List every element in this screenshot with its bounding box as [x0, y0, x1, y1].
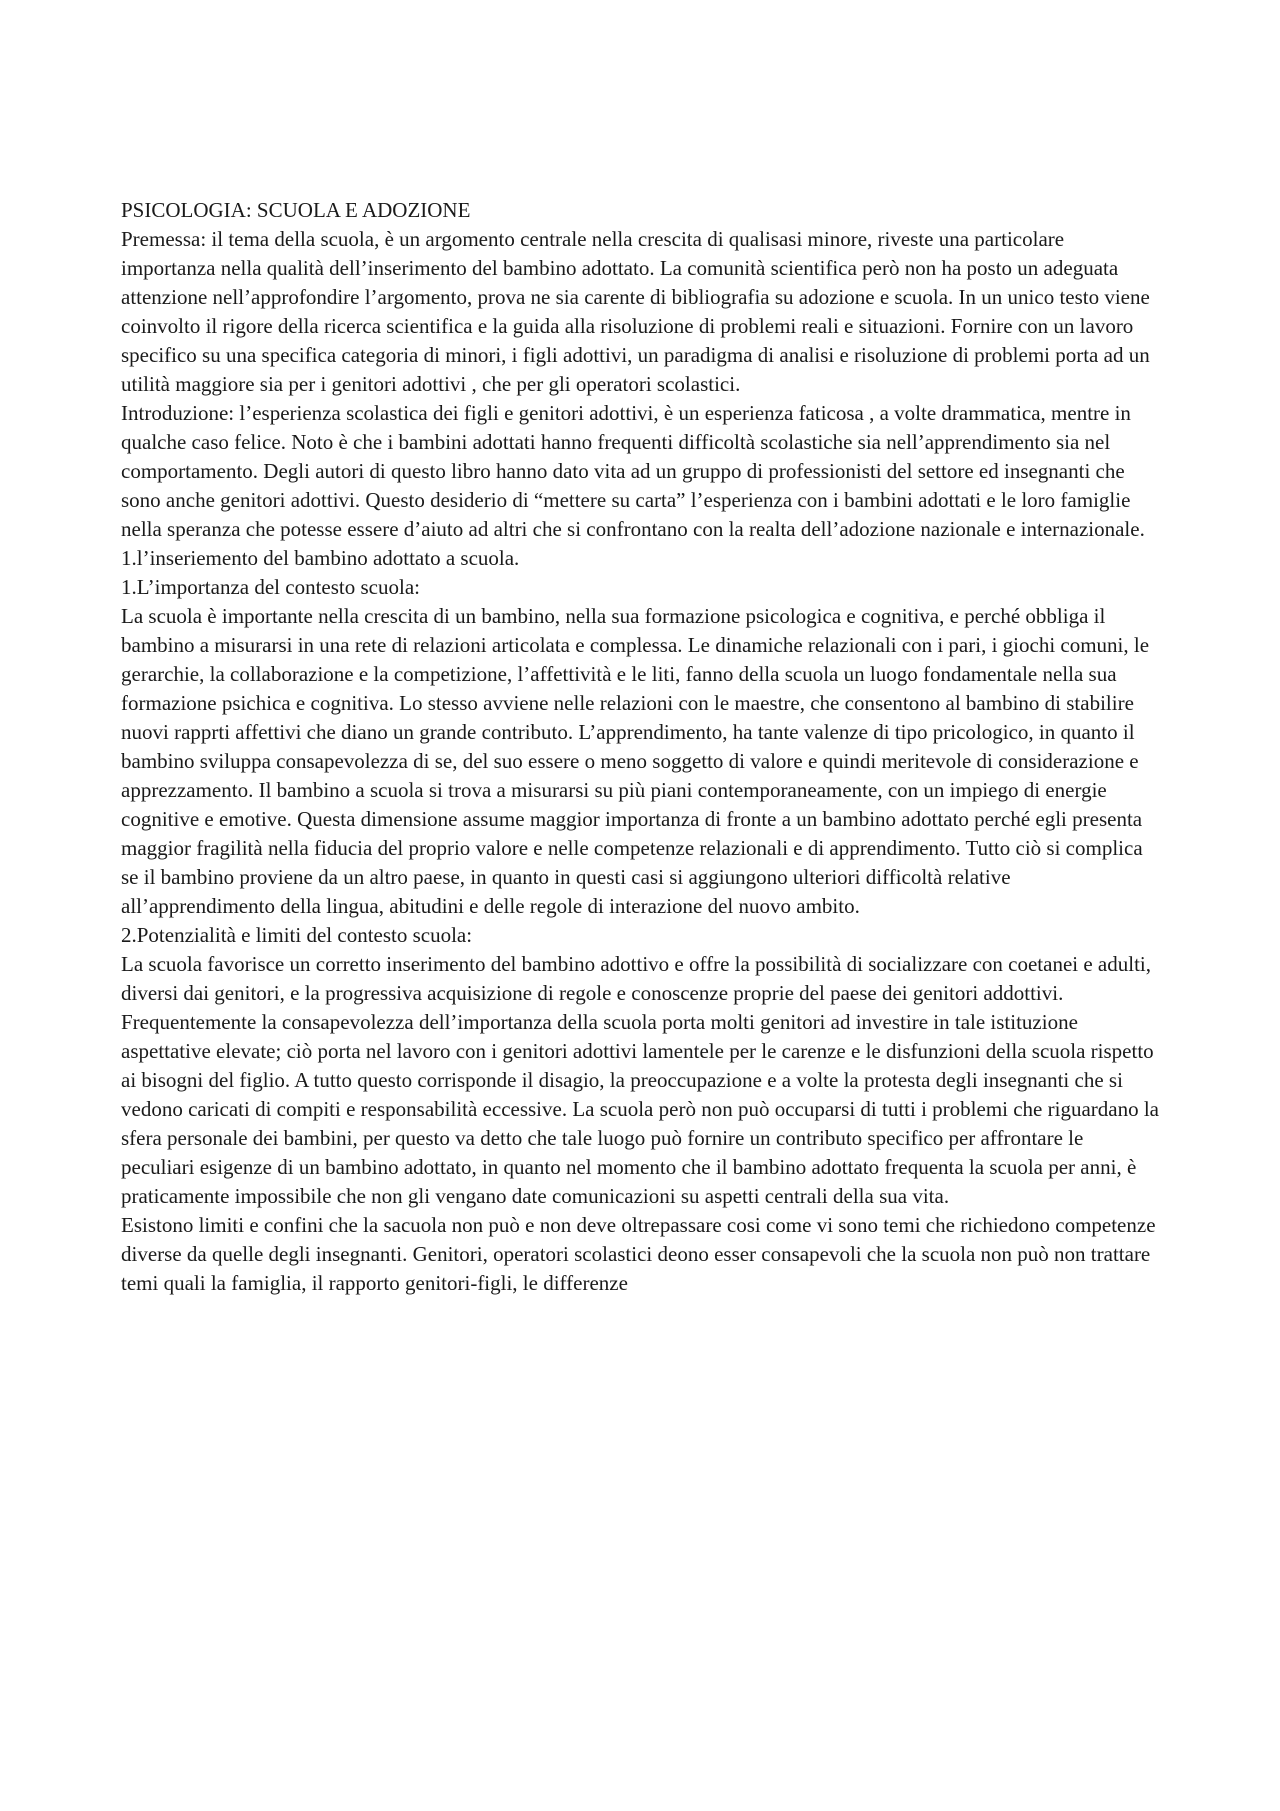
body-paragraph-2: La scuola favorisce un corretto inserimento del bambino adottivo e offre la possibilità di socializzare con coetanei e adulti, diversi dai genitori, e la progressiva acquisizione di regole e conoscenze proprie del paese dei genitori addottivi. Frequentemente la consapevolezza dell’importanza della scuola porta molti genitori ad investire in tale istituzione aspettative elevate; ciò porta nel lavoro con i genitori adottivi lamentele per le carenze e le disfunzioni della scuola rispetto ai bisogni del figlio. A tutto questo corrisponde il disagio, la preoccupazione e a volte la protesta degli insegnanti che si vedono caricati di compiti e responsabilità eccessive. La scuola però non può occuparsi di tutti i problemi che riguardano la sfera personale dei bambini, per questo va detto che tale luogo può fornire un contributo specifico per affrontare le peculiari esigenze di un bambino adottato, in quanto nel momento che il bambino adottato frequenta la scuola per anni, è praticamente impossibile che non gli vengano date comunicazioni su aspetti centrali della sua vita. — [121, 952, 1159, 1208]
subsection-heading-2: 2.Potenzialità e limiti del contesto scuola: — [121, 923, 473, 947]
body-paragraph-1: La scuola è importante nella crescita di un bambino, nella sua formazione psicologica e cognitiva, e perché obbliga il bambino a misurarsi in una rete di relazioni articolata e complessa. Le dinamiche relazionali con i pari, i giochi comuni, le gerarchie, la collaborazione e la competizione, l’affettività e le liti, fanno della scuola un luogo fondamentale nella sua formazione psichica e cognitiva. Lo stesso avviene nelle relazioni con le maestre, che consentono al bambino di stabilire nuovi rapprti affettivi che diano un grande contributo. L’apprendimento, ha tante valenze di tipo pricologico, in quanto il bambino sviluppa consapevolezza di se, del suo essere o meno soggetto di valore e quindi meritevole di considerazione e apprezzamento. Il bambino a scuola si trova a misurarsi su più piani contemporaneamente, con un impiego di energie cognitive e emotive. Questa dimensione assume maggior importanza di fronte a un bambino adottato perché egli presenta maggior fragilità nella fiducia del proprio valore e nelle competenze relazionali e di apprendimento. Tutto ciò si complica se il bambino proviene da un altro paese, in quanto in questi casi si aggiungono ulteriori difficoltà relative all’apprendimento della lingua, abitudini e delle regole di interazione del nuovo ambito. — [121, 604, 1150, 918]
subsection-heading-1: 1.L’importanza del contesto scuola: — [121, 575, 420, 599]
premessa-paragraph: Premessa: il tema della scuola, è un argomento centrale nella crescita di qualisasi minore, riveste una particolare importanza nella qualità dell’inserimento del bambino adottato. La comunità scientifica però non ha posto un adeguata attenzione nell’approfondire l’argomento, prova ne sia carente di bibliografia su adozione e scuola. In un unico testo viene coinvolto il rigore della ricerca scientifica e la guida alla risoluzione di problemi reali e situazioni. Fornire con un lavoro specifico su una specifica categoria di minori, i figli adottivi, un paradigma di analisi e risoluzione di problemi porta ad un utilità maggiore sia per i genitori adottivi , che per gli operatori scolastici. — [121, 227, 1150, 396]
body-paragraph-3: Esistono limiti e confini che la sacuola non può e non deve oltrepassare cosi come vi sono temi che richiedono competenze diverse da quelle degli insegnanti. Genitori, operatori scolastici deono esser consapevoli che la scuola non può non trattare temi quali la famiglia, il rapporto genitori-figli, le differenze — [121, 1213, 1156, 1295]
document-title: PSICOLOGIA: SCUOLA E ADOZIONE — [121, 198, 471, 222]
section-heading-1: 1.l’inseriemento del bambino adottato a scuola. — [121, 546, 520, 570]
document-body — [121, 196, 1161, 1298]
introduzione-paragraph: Introduzione: l’esperienza scolastica dei figli e genitori adottivi, è un esperienza faticosa , a volte drammatica, mentre in qualche caso felice. Noto è che i bambini adottati hanno frequenti difficoltà scolastiche sia nell’apprendimento sia nel comportamento. Degli autori di questo libro hanno dato vita ad un gruppo di professionisti del settore ed insegnanti che sono anche genitori adottivi. Questo desiderio di “mettere su carta” l’esperienza con i bambini adottati e le loro famiglie nella speranza che potesse essere d’aiuto ad altri che si confrontano con la realta dell’adozione nazionale e internazionale. — [121, 401, 1145, 541]
